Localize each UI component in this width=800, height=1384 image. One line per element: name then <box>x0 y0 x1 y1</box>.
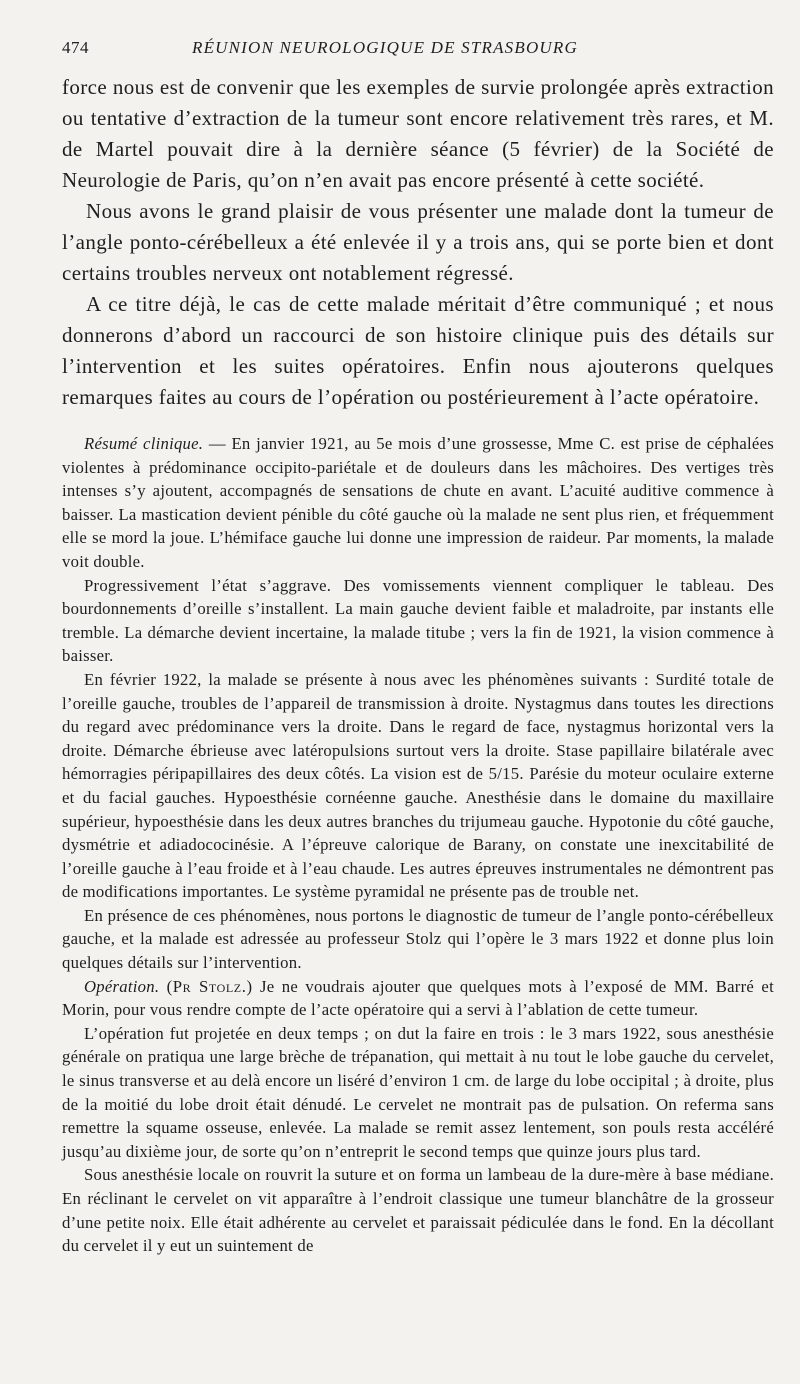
intro-paragraph: force nous est de convenir que les exemples de survie prolongée après extraction ou tentative d’extraction de la tumeur sont encore relativement très rares, et M. de Martel pouvait dire à la dernière séance (5 février) de la Société de Neurologie de Paris, qu’on n’en avait pas encore présenté à cette société. <box>62 75 774 192</box>
operation-label: Opération. <box>84 976 160 996</box>
operation-paragraph: L’opération fut projetée en deux temps ; on dut la faire en trois : le 3 mars 1922, sous anesthésie générale on pratiqua une large brèche de trépanation, qui mettait à nu tout le lobe gauche du cervelet, le sinus transverse et au delà encore un liséré d’environ 1 cm. de large du lobe occipital ; à droite, plus de la moitié du lobe droit était dénudé. Le cervelet ne montrait pas de pulsation. On referma sans remettre la squame osseuse, enlevée. La malade se remit assez lentement, son pouls resta accéléré jusqu’au dixième jour, de sorte qu’on n’entreprit le second temps que quinze jours plus tard. <box>62 1023 774 1161</box>
clinical-text: — En janvier 1921, au 5e mois d’une grossesse, Mme C. est prise de céphalées violentes à prédominance occipito-pariétale et de douleurs dans les mâchoires. Des vertiges très intenses s’y ajoutent, accompagnés de sensations de chute en avant. L’acuité auditive commence à baisser. La mastication devient pénible du côté gauche où la malade ne sent plus rien, et fréquemment elle se mord la joue. L’hémiface gauche lui donne une impression de raideur. Par moments, la malade voit double. <box>62 434 774 571</box>
operation-text: Je ne voudrais ajouter que quelques mots à l’exposé de MM. Barré et Morin, pour vous rendre compte de l’acte opératoire qui a servi à l’ablation de cette tumeur. <box>62 976 774 1020</box>
running-head: RÉUNION NEUROLOGIQUE DE STRASBOURG <box>192 38 578 57</box>
operation-paragraph <box>62 975 774 1022</box>
clinical-paragraph: Progressivement l’état s’aggrave. Des vomissements viennent compliquer le tableau. Des bourdonnements d’oreille s’installent. La main gauche devient faible et maladroite, par instants elle tremble. La démarche devient incertaine, la malade titube ; vers la fin de 1921, la vision commence à baisser. <box>62 575 774 666</box>
clinical-label: Résumé clinique. <box>84 434 204 453</box>
intro-section <box>62 72 774 413</box>
clinical-section <box>62 432 774 1258</box>
operation-author: (Pr Stolz.) <box>166 976 253 996</box>
intro-paragraph: Nous avons le grand plaisir de vous présenter une malade dont la tumeur de l’angle ponto-cérébelleux a été enlevée il y a trois ans, qui se porte bien et dont certains troubles nerveux ont notablement régressé. <box>62 199 774 285</box>
intro-paragraph: A ce titre déjà, le cas de cette malade méritait d’être communiqué ; et nous donnerons d’abord un raccourci de son histoire clinique puis des détails sur l’intervention et les suites opératoires. Enfin nous ajouterons quelques remarques faites au cours de l’opération ou postérieurement à l’acte opératoire. <box>62 292 774 409</box>
operation-paragraph: Sous anesthésie locale on rouvrit la suture et on forma un lambeau de la dure-mère à base médiane. En réclinant le cervelet on vit apparaître à l’endroit classique une tumeur blanchâtre de la grosseur d’une petite noix. Elle était adhérente au cervelet et paraissait pédiculée dans le fond. En la décollant du cervelet il y eut un suintement de <box>62 1165 774 1256</box>
page-number: 474 <box>62 38 89 57</box>
page-header <box>62 38 756 64</box>
clinical-paragraph: En présence de ces phénomènes, nous portons le diagnostic de tumeur de l’angle ponto-cérébelleux gauche, et la malade est adressée au professeur Stolz qui l’opère le 3 mars 1922 et donne plus loin quelques détails sur l’intervention. <box>62 905 774 973</box>
clinical-paragraph <box>62 432 774 574</box>
clinical-paragraph: En février 1922, la malade se présente à nous avec les phénomènes suivants : Surdité totale de l’oreille gauche, troubles de l’appareil de transmission à droite. Nystagmus dans toutes les directions du regard avec prédominance vers la droite. Dans le regard de face, nystagmus horizontal vers la droite. Démarche ébrieuse avec latéropulsions surtout vers la droite. Stase papillaire bilatérale avec hémorragies péripapillaires des deux côtés. La vision est de 5/15. Parésie du moteur oculaire externe et du facial gauches. Hypoesthésie cornéenne gauche. Anesthésie dans le domaine du maxillaire supérieur, hypoesthésie dans les deux autres branches du trijumeau gauche. Hypotonie du côté gauche, dysmétrie et adiadococinésie. A l’épreuve calorique de Barany, on constate une inexcitabilité de l’oreille gauche à l’eau froide et à l’eau chaude. Les autres épreuves instrumentales ne démontrent pas de modifications importantes. Le système pyramidal ne présente pas de trouble net. <box>62 669 774 902</box>
